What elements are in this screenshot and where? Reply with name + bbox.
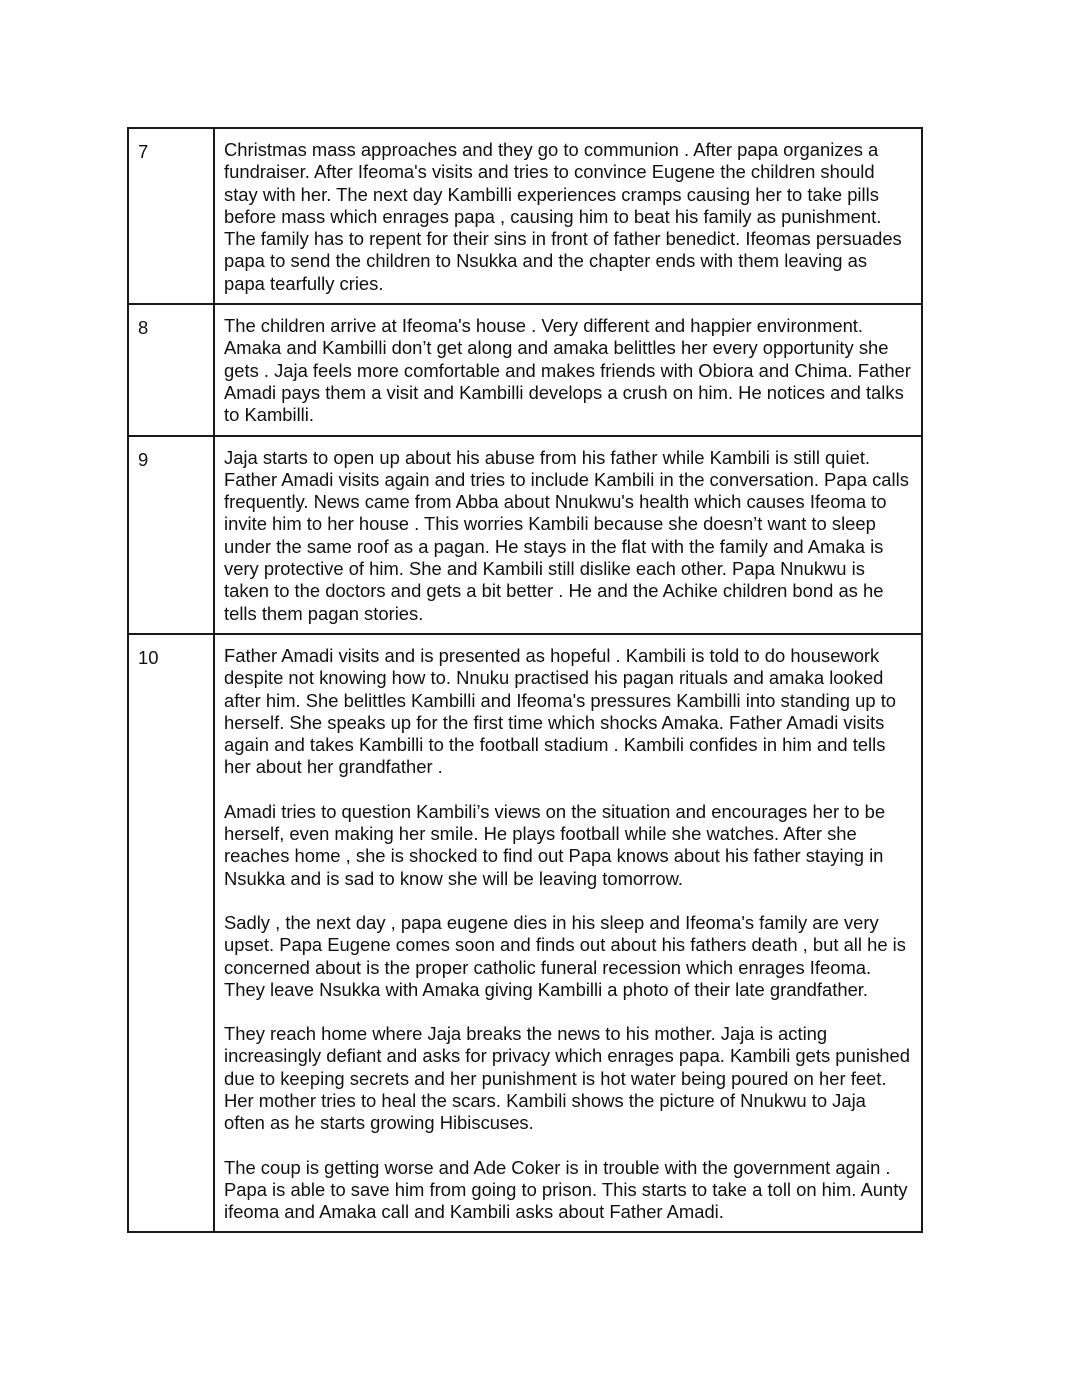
summary-paragraph: Sadly , the next day , papa eugene dies in his sleep and Ifeoma's family are very upset. Papa Eugene comes soon and finds out about his fathers death , but all he is concerned about is the proper catholic funeral recession which enrages Ifeoma. They leave Nsukka with Amaka giving Kambilli a photo of their late grandfather. xyxy=(224,911,906,1000)
chapter-number-cell: 9 xyxy=(128,436,214,634)
table-row xyxy=(128,634,922,1233)
table-row xyxy=(128,436,922,634)
chapter-number-cell: 8 xyxy=(128,304,214,435)
chapter-summary-cell xyxy=(214,128,922,304)
summary-paragraph: The children arrive at Ifeoma's house . Very different and happier environment. Amaka and Kambilli don’t get along and amaka belittles her every opportunity she gets . Jaja feels more comfortable and makes friends with Obiora and Chima. Father Amadi pays them a visit and Kambilli develops a crush on him. He notices and talks to Kambilli. xyxy=(224,315,911,426)
summary-paragraph: Christmas mass approaches and they go to communion . After papa organizes a fundraiser. After Ifeoma's visits and tries to convince Eugene the children should stay with her. The next day Kambilli experiences cramps causing her to take pills before mass which enrages papa , causing him to beat his family as punishment. The family has to repent for their sins in front of father benedict. Ifeomas persuades papa to send the children to Nsukka and the chapter ends with them leaving as papa tearfully cries. xyxy=(224,139,902,294)
chapter-number-cell: 7 xyxy=(128,128,214,304)
chapter-summary-cell xyxy=(214,634,922,1233)
chapter-summary-cell xyxy=(214,436,922,634)
table-row xyxy=(128,304,922,435)
table-row xyxy=(128,128,922,304)
chapter-number-cell: 10 xyxy=(128,634,214,1233)
summary-paragraph: Jaja starts to open up about his abuse from his father while Kambili is still quiet. Father Amadi visits again and tries to include Kambili in the conversation. Papa calls frequently. News came from Abba about Nnukwu's health which causes Ifeoma to invite him to her house . This worries Kambili because she doesn’t want to sleep under the same roof as a pagan. He stays in the flat with the family and Amaka is very protective of him. She and Kambili still dislike each other. Papa Nnukwu is taken to the doctors and gets a bit better . He and the Achike children bond as he tells them pagan stories. xyxy=(224,446,909,624)
summary-paragraph: Amadi tries to question Kambili’s views on the situation and encourages her to be herself, even making her smile. He plays football while she watches. After she reaches home , she is shocked to find out Papa knows about his father staying in Nsukka and is sad to know she will be leaving tomorrow. xyxy=(224,800,886,889)
summary-paragraph: The coup is getting worse and Ade Coker is in trouble with the government again . Papa is able to save him from going to prison. This starts to take a toll on him. Aunty ifeoma and Amaka call and Kambili asks about Father Amadi. xyxy=(224,1156,908,1223)
chapter-summary-table xyxy=(127,127,923,1233)
chapter-summary-cell xyxy=(214,304,922,435)
summary-paragraph: They reach home where Jaja breaks the news to his mother. Jaja is acting increasingly defiant and asks for privacy which enrages papa. Kambili gets punished due to keeping secrets and her punishment is hot water being poured on her feet. Her mother tries to heal the scars. Kambili shows the picture of Nnukwu to Jaja often as he starts growing Hibiscuses. xyxy=(224,1023,910,1134)
summary-paragraph: Father Amadi visits and is presented as hopeful . Kambili is told to do housework despite not knowing how to. Nnuku practised his pagan rituals and amaka looked after him. She belittles Kambilli and Ifeoma's pressures Kambilli into standing up to herself. She speaks up for the first time which shocks Amaka. Father Amadi visits again and takes Kambilli to the football stadium . Kambili confides in him and tells her about her grandfather . xyxy=(224,644,897,778)
